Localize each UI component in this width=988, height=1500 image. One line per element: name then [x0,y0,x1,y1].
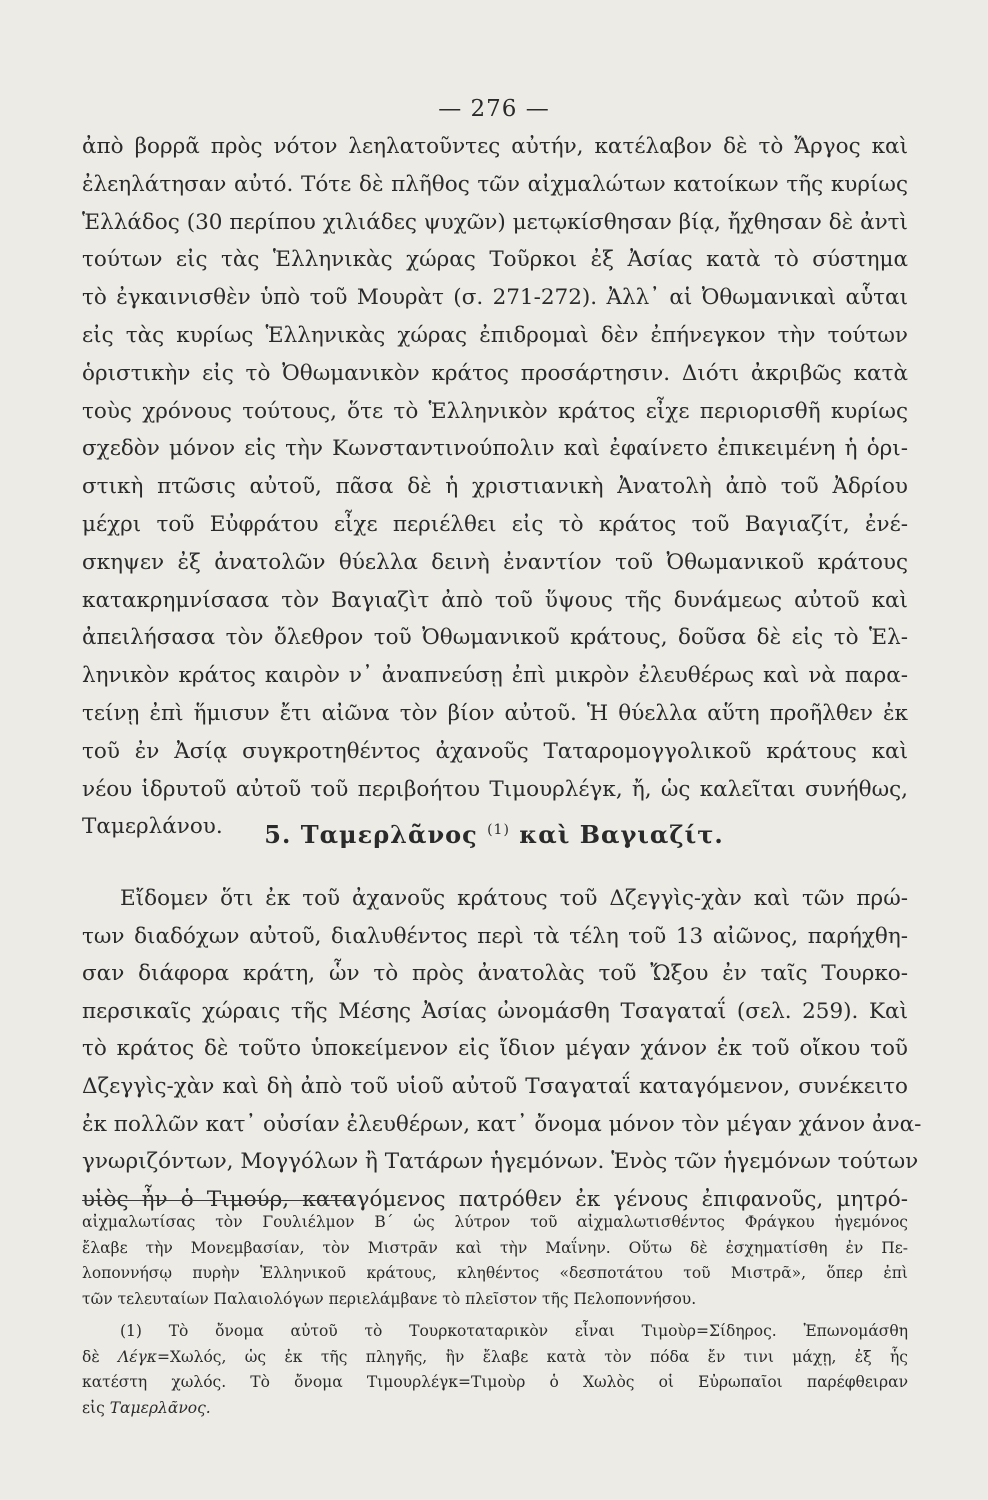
text-line: νέου ἱδρυτοῦ αὐτοῦ τοῦ περιβοήτου Τιμουρλέγκ, ἤ, ὡς καλεῖται συνήθως, [82,776,908,802]
section-number: 5. [264,820,292,849]
text-line: εἰς τὰς κυρίως Ἑλληνικὰς χώρας ἐπιδρομαὶ δὲν ἐπήνεγκον τὴν τούτων [82,322,908,348]
text-line: Εἴδομεν ὅτι ἐκ τοῦ ἀχανοῦς κράτους τοῦ Δζεγγὶς-χὰν καὶ τῶν πρώ- [120,886,908,911]
footnote-text: =Χωλός, ὡς ἐκ τῆς πληγῆς, ἣν ἔλαβε κατὰ τὸν πόδα ἔν τινι μάχῃ, ἐξ ἧς [156,1347,908,1366]
text-line: ἐλεηλάτησαν αὐτό. Τότε δὲ πλῆθος τῶν αἰχμαλώτων κατοίκων τῆς κυρίως [82,171,908,197]
text-line: σαν διάφορα κράτη, ὧν τὸ πρὸς ἀνατολὰς τοῦ Ὤξου ἐν ταῖς Τουρκο- [82,961,908,987]
text-line: τείνῃ ἐπὶ ἥμισυν ἔτι αἰῶνα τὸν βίον αὐτοῦ. Ἡ θύελλα αὕτη προῆλθεν ἐκ [82,700,908,726]
text-line: των διαδόχων αὐτοῦ, διαλυθέντος περὶ τὰ τέλη τοῦ 13 αἰῶνος, παρήχθη- [82,923,908,949]
text-line: ἀπειλήσασα τὸν ὄλεθρον τοῦ Ὀθωμανικοῦ κράτους, δοῦσα δὲ εἰς τὸ Ἑλ- [82,625,908,651]
text-line: τὸ ἐγκαινισθὲν ὑπὸ τοῦ Μουρὰτ (σ. 271-272). Ἀλλ᾽ αἱ Ὀθωμανικαὶ αὗται [82,285,908,311]
footnote-italic-term: Λέγκ [118,1347,157,1366]
footnote-line [82,1345,908,1371]
footnote-text: εἰς [82,1398,110,1417]
footnote-line: λοποννήσῳ πυρὴν Ἑλληνικοῦ κράτους, κληθέντος «δεσποτάτου τοῦ Μιστρᾶ», ὅπερ ἐπὶ [82,1264,908,1282]
footnotes [82,1210,908,1421]
section-heading [0,820,988,849]
footnote-line: ἔλαβε τὴν Μονεμβασίαν, τὸν Μιστρᾶν καὶ τὴν Μαΐνην. Οὕτω δὲ ἐσχηματίσθη ἐν Πε- [82,1238,908,1257]
text-line: σκηψεν ἐξ ἀνατολῶν θύελλα δεινὴ ἐναντίον τοῦ Ὀθωμανικοῦ κράτους [82,549,908,575]
footnote-line: (1) Τὸ ὄνομα αὐτοῦ τὸ Τουρκοταταρικὸν εἶναι Τιμοὺρ=Σίδηρος. Ἐπωνομάσθη [120,1322,908,1340]
footnote-line: κατέστη χωλός. Τὸ ὄνομα Τιμουρλέγκ=Τιμοὺρ ὁ Χωλὸς οἱ Εὐρωπαῖοι παρέφθειραν [82,1373,908,1391]
section-title-rest: καὶ Βαγιαζίτ. [519,820,724,849]
text-line: υἱὸς ἦν ὁ Τιμούρ, καταγόμενος πατρόθεν ἐκ γένους ἐπιφανοῦς, μητρό- [82,1186,908,1212]
text-line: ἐκ πολλῶν κατ᾽ οὐσίαν ἐλευθέρων, κατ᾽ ὄνομα μόνον τὸν μέγαν χάνον ἀνα- [82,1111,922,1137]
text-line: Ἑλλάδος (30 περίπου χιλιάδες ψυχῶν) μετῳκίσθησαν βίᾳ, ἤχθησαν δὲ ἀντὶ [82,209,908,235]
footnote-line: αἰχμαλωτίσας τὸν Γουλιέλμον Β΄ ὡς λύτρον τοῦ αἰχμαλωτισθέντος Φράγκου ἡγεμόνος [82,1213,908,1231]
footnote-text: δὲ [82,1347,119,1366]
footnote-reference: (1) [487,822,510,838]
text-line: Ταμερλάνου. [82,814,223,840]
text-line: σχεδὸν μόνον εἰς τὴν Κωνσταντινούπολιν καὶ ἐφαίνετο ἐπικειμένη ἡ ὁρι- [82,436,908,462]
text-line: κατακρημνίσασα τὸν Βαγιαζὶτ ἀπὸ τοῦ ὕψους τῆς δυνάμεως αὐτοῦ καὶ [82,587,908,613]
footnote-line [82,1396,908,1422]
footnote-italic-term: Ταμερλᾶνος. [109,1398,211,1417]
text-line: περσικαῖς χώραις τῆς Μέσης Ἀσίας ὠνομάσθη Τσαγαταΐ (σελ. 259). Καὶ [82,998,908,1024]
text-line: ἀπὸ βορρᾶ πρὸς νότον λεηλατοῦντες αὐτήν, κατέλαβον δὲ τὸ Ἄργος καὶ [82,134,908,159]
footnote-divider [82,1200,354,1201]
text-line: τοὺς χρόνους τούτους, ὅτε τὸ Ἑλληνικὸν κράτος εἶχε περιορισθῆ κυρίως [82,398,908,424]
paragraph-2 [82,880,922,1218]
text-line: ὁριστικὴν εἰς τὸ Ὀθωμανικὸν κράτος προσάρτησιν. Διότι ἀκριβῶς κατὰ [82,360,908,386]
page-number: — 276 — [438,96,550,122]
text-line: Δζεγγὶς-χὰν καὶ δὴ ἀπὸ τοῦ υἱοῦ αὐτοῦ Τσαγαταΐ καταγόμενον, συνέκειτο [82,1073,908,1099]
paragraph-1 [82,128,908,846]
section-title: Ταμερλᾶνος [300,820,478,849]
text-line: τούτων εἰς τὰς Ἑλληνικὰς χώρας Τοῦρκοι ἐξ Ἀσίας κατὰ τὸ σύστημα [82,247,908,273]
text-line: στικὴ πτῶσις αὐτοῦ, πᾶσα δὲ ἡ χριστιανικὴ Ἀνατολὴ ἀπὸ τοῦ Ἀδρίου [82,474,908,500]
text-line: μέχρι τοῦ Εὐφράτου εἶχε περιέλθει εἰς τὸ κράτος τοῦ Βαγιαζίτ, ἐνέ- [82,511,908,537]
text-line: τοῦ ἐν Ἀσίᾳ συγκροτηθέντος ἀχανοῦς Ταταρομογγολικοῦ κράτους καὶ [82,738,908,764]
footnote-line: τῶν τελευταίων Παλαιολόγων περιελάμβανε τὸ πλεῖστον τῆς Πελοποννήσου. [82,1289,697,1308]
text-line: τὸ κράτος δὲ τοῦτο ὑποκείμενον εἰς ἴδιον μέγαν χάνον ἐκ τοῦ οἴκου τοῦ [82,1036,908,1062]
text-line: γνωριζόντων, Μογγόλων ἢ Τατάρων ἡγεμόνων. Ἑνὸς τῶν ἡγεμόνων τούτων [82,1149,919,1175]
text-line: ληνικὸν κράτος καιρὸν ν᾽ ἀναπνεύσῃ ἐπὶ μικρὸν ἐλευθέρως καὶ νὰ παρα- [82,663,908,689]
